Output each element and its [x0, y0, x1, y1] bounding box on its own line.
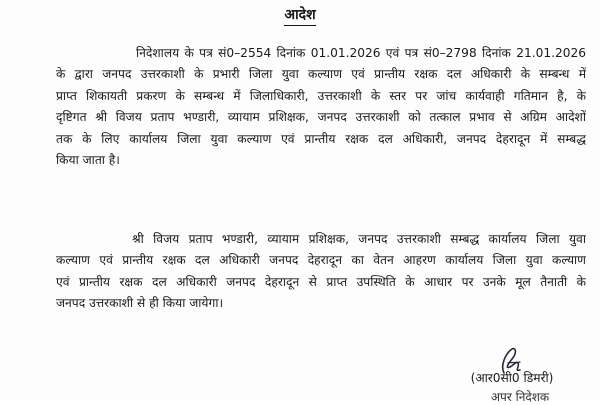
paragraph-1 — [56, 43, 586, 171]
paragraph-1-line: किया जाता है। — [56, 153, 120, 168]
paragraph-2-line: कल्याण एवं प्रान्तीय रक्षक दल अधिकारी जनपद देहरादून का वेतन आहरण कार्यालय जिला युवा कल्याण — [56, 253, 586, 268]
signatory-designation: अपर निदेशक — [490, 390, 550, 404]
paragraph-1-line: प्राप्त शिकायती प्रकरण के सम्बन्ध में जिलाधिकारी, उत्तरकाशी के स्तर पर जांच कार्यवाही गतिमान है, के — [56, 88, 586, 103]
signatory-name: (आर0सी0 डिमरी) — [470, 371, 554, 385]
heading-text: आदेश — [284, 6, 315, 26]
paragraph-2 — [56, 229, 586, 315]
document-heading — [0, 6, 600, 26]
paragraph-2-line: एवं प्रान्तीय रक्षक दल अधिकारी जनपद देहरादून से प्राप्त उपस्थिति के आधार पर उनके मूल तैनाती के — [56, 274, 586, 289]
paragraph-2-line: श्री विजय प्रताप भण्डारी, व्यायाम प्रशिक्षक, जनपद उत्तरकाशी सम्बद्ध कार्यालय जिला युवा — [132, 232, 586, 246]
paragraph-1-line: तक के लिए कार्यालय जिला युवा कल्याण एवं प्रान्तीय रक्षक दल अधिकारी, जनपद देहरादून में सम्बद्ध — [56, 131, 586, 146]
paragraph-2-line: जनपद उत्तरकाशी से ही किया जायेगा। — [56, 296, 224, 311]
paragraph-1-line: के द्वारा जनपद उत्तरकाशी के प्रभारी जिला युवा कल्याण एवं प्रान्तीय रक्षक दल अधिकारी के सम्बन्ध में — [56, 67, 586, 82]
paragraph-1-line: दृष्टिगत श्री विजय प्रताप भण्डारी, व्यायाम प्रशिक्षक, जनपद उत्तरकाशी को तत्काल प्रभाव से अग्रिम आदेशों — [56, 110, 586, 125]
paragraph-1-line: निदेशालय के पत्र सं0–2554 दिनांक 01.01.2026 एवं पत्र सं0–2798 दिनांक 21.01.2026 — [136, 46, 586, 60]
